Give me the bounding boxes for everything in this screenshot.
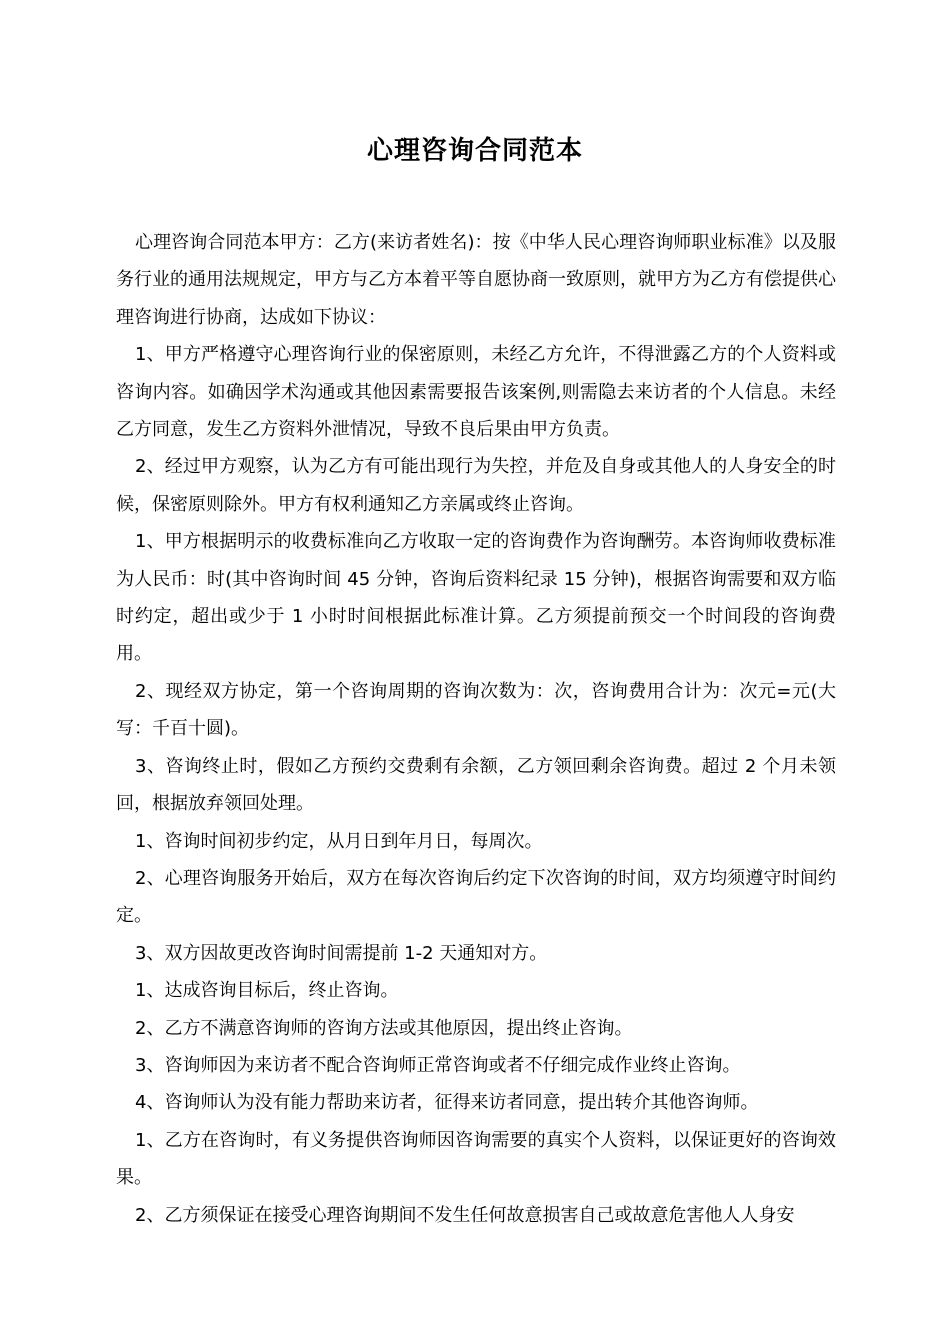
paragraph-intro: 心理咨询合同范本甲方：乙方(来访者姓名)：按《中华人民心理咨询师职业标准》以及服务行业的通用法规规定，甲方与乙方本着平等自愿协商一致原则，就甲方为乙方有偿提供心理咨询进行协商，达成如下协议：	[116, 232, 836, 328]
paragraph-schedule-3: 3、双方因故更改咨询时间需提前 1-2 天通知对方。	[135, 942, 548, 964]
paragraph-schedule-1: 1、咨询时间初步约定，从月日到年月日，每周次。	[135, 830, 543, 852]
paragraph-fee-1: 1、甲方根据明示的收费标准向乙方收取一定的咨询费作为咨询酬劳。本咨询师收费标准为人民币：时(其中咨询时间 45 分钟，咨询后资料纪录 15 分钟)，根据咨询需要和双方临时约定，超出或少于 1 小时时间根据此标准计算。乙方须提前预交一个时间段的咨询费用。	[116, 531, 836, 665]
paragraph-client-duty-2: 2、乙方须保证在接受心理咨询期间不发生任何故意损害自己或故意危害他人人身安	[135, 1204, 795, 1226]
document-title: 心理咨询合同范本	[366, 136, 583, 166]
paragraph-fee-2: 2、现经双方协定，第一个咨询周期的咨询次数为：次，咨询费用合计为：次元=元(大写：千百十圆)。	[116, 680, 836, 740]
paragraph-confidentiality-2: 2、经过甲方观察，认为乙方有可能出现行为失控，并危及自身或其他人的人身安全的时候，保密原则除外。甲方有权利通知乙方亲属或终止咨询。	[116, 456, 836, 515]
document-body	[116, 224, 836, 1234]
paragraph-termination-4: 4、咨询师认为没有能力帮助来访者，征得来访者同意，提出转介其他咨询师。	[135, 1092, 759, 1114]
paragraph-termination-3: 3、咨询师因为来访者不配合咨询师正常咨询或者不仔细完成作业终止咨询。	[135, 1054, 741, 1076]
paragraph-client-duty-1: 1、乙方在咨询时，有义务提供咨询师因咨询需要的真实个人资料，以保证更好的咨询效果。	[116, 1129, 836, 1189]
paragraph-confidentiality-1: 1、甲方严格遵守心理咨询行业的保密原则，未经乙方允许，不得泄露乙方的个人资料或咨询内容。如确因学术沟通或其他因素需要报告该案例,则需隐去来访者的个人信息。未经乙方同意，发生乙方资料外泄情况，导致不良后果由甲方负责。	[116, 344, 836, 441]
paragraph-termination-1: 1、达成咨询目标后，终止咨询。	[135, 980, 399, 1002]
paragraph-schedule-2: 2、心理咨询服务开始后，双方在每次咨询后约定下次咨询的时间，双方均须遵守时间约定。	[116, 867, 836, 927]
paragraph-fee-3: 3、咨询终止时，假如乙方预约交费剩有余额，乙方领回剩余咨询费。超过 2 个月未领回，根据放弃领回处理。	[116, 755, 836, 815]
paragraph-termination-2: 2、乙方不满意咨询师的咨询方法或其他原因，提出终止咨询。	[135, 1017, 633, 1039]
